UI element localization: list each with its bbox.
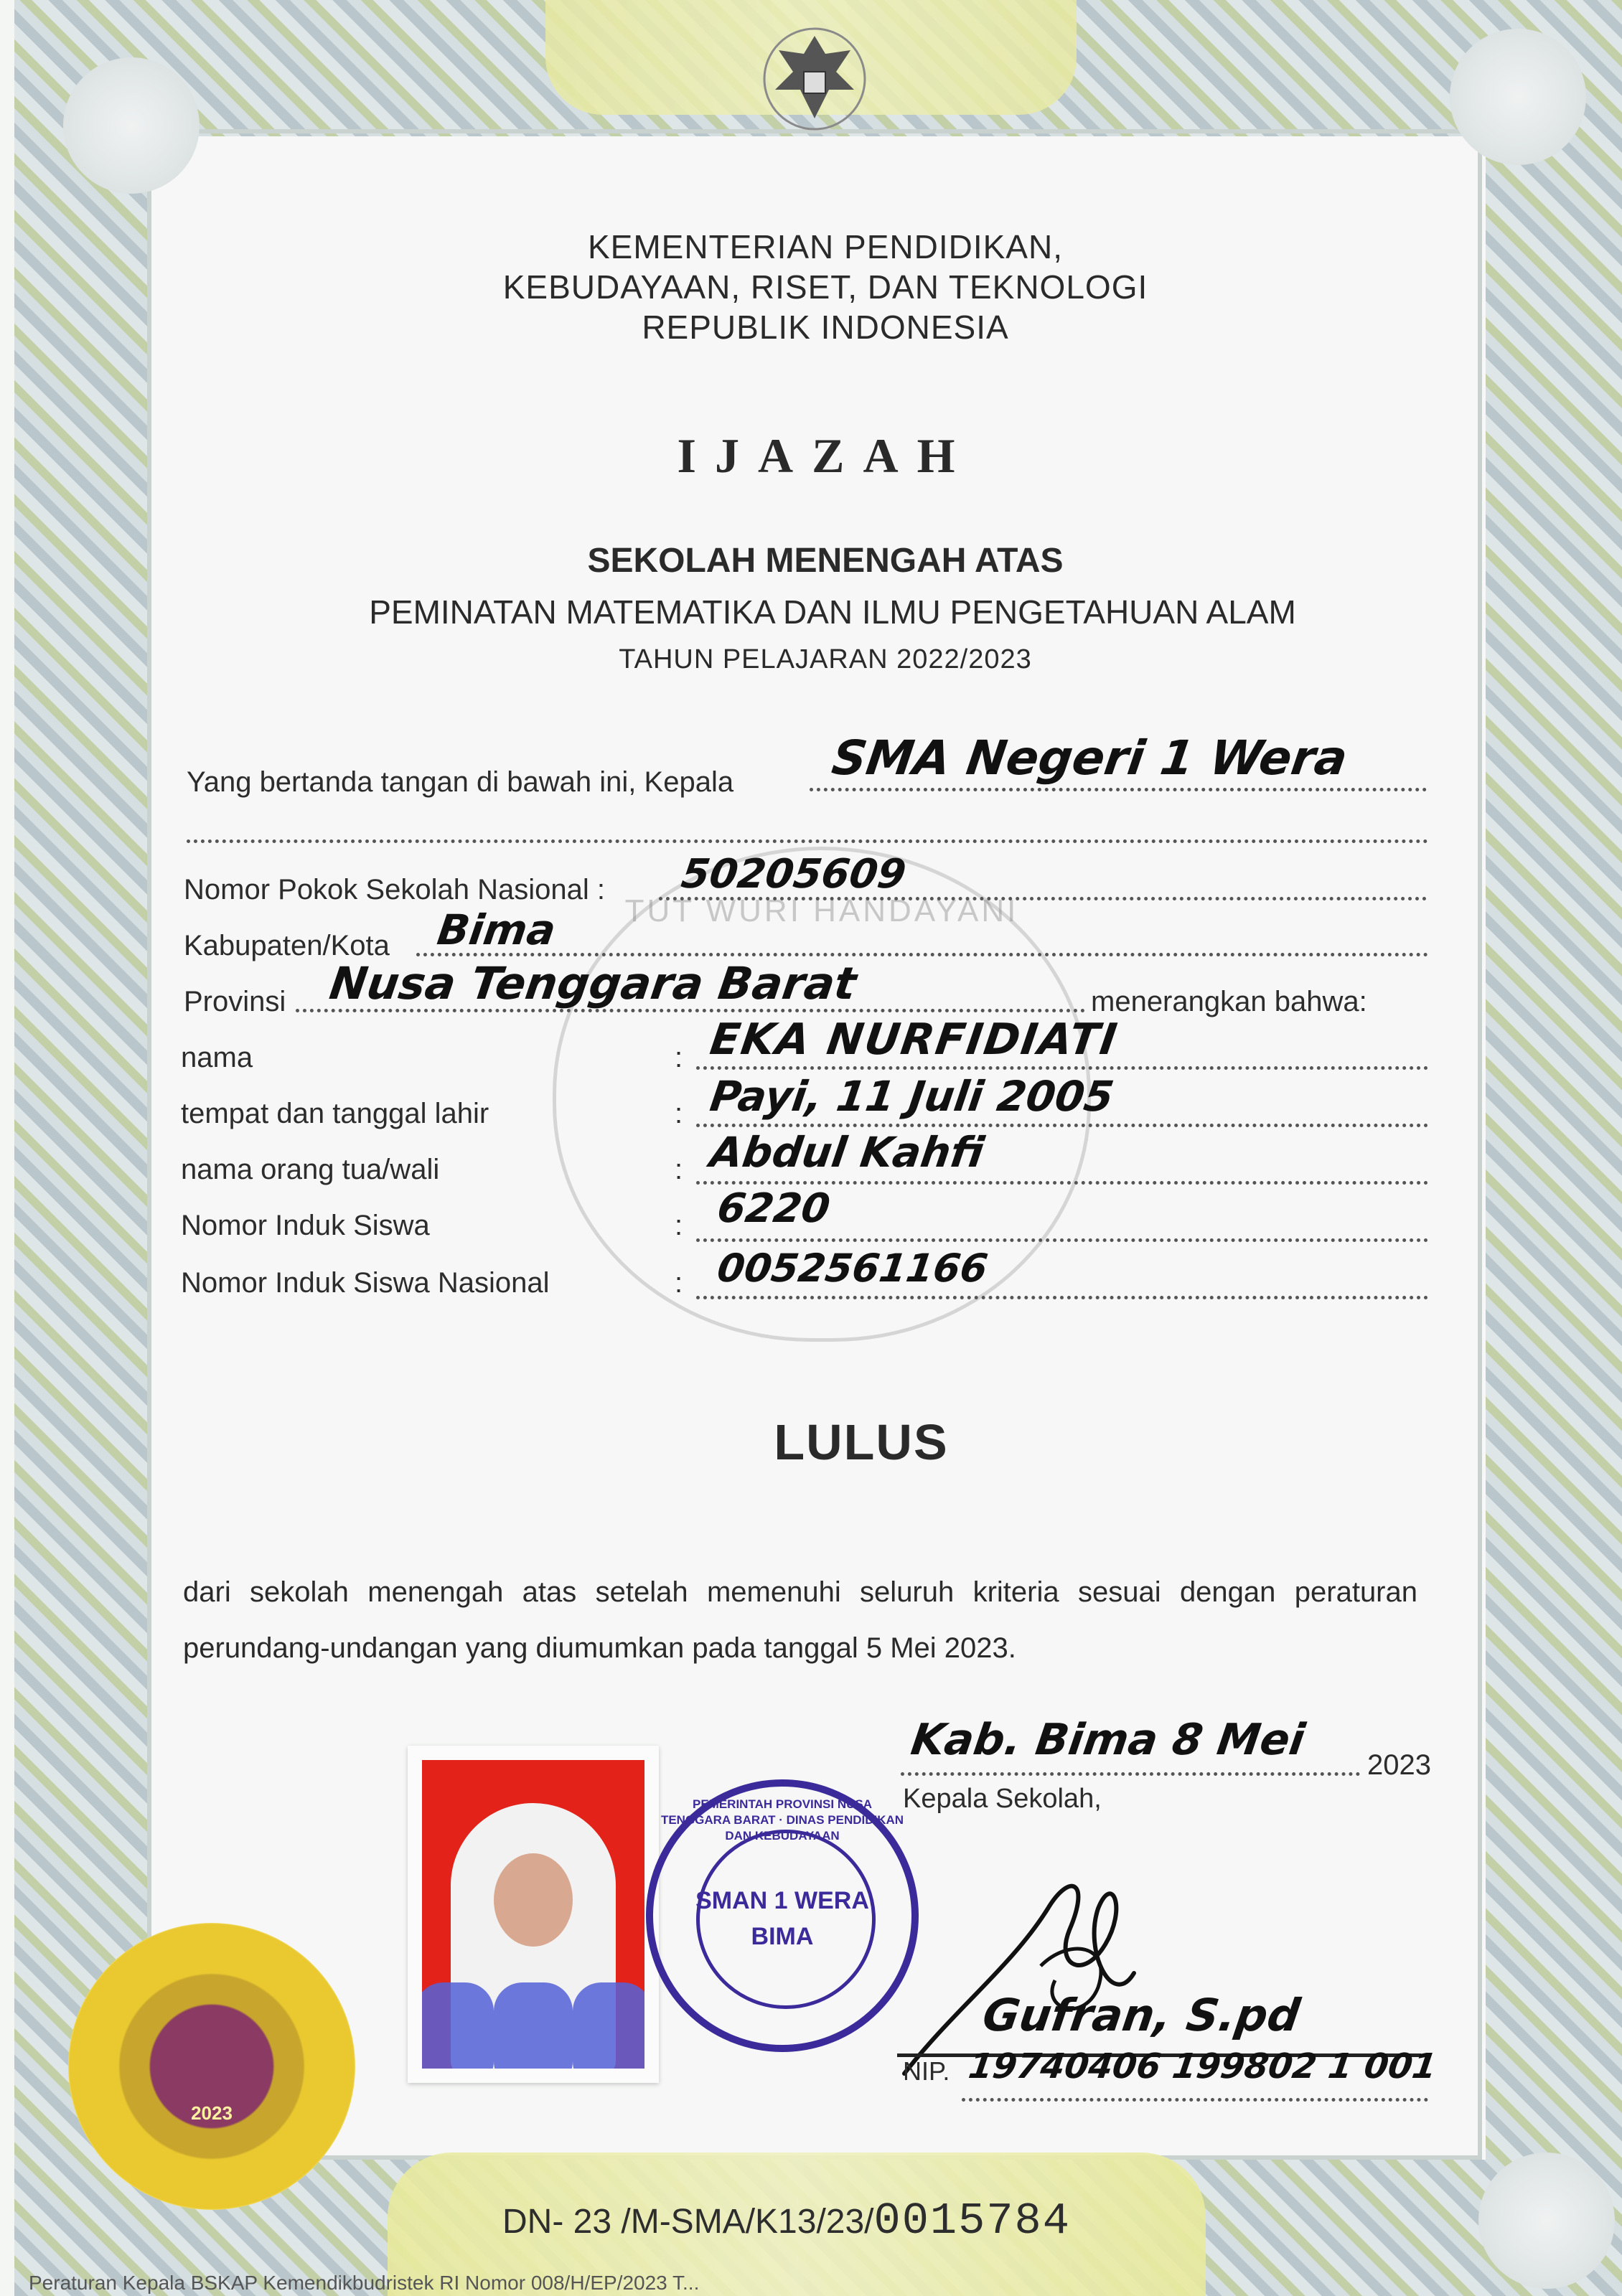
stamp-inner-ring (696, 1830, 876, 2009)
nis-colon: : (675, 1210, 683, 1241)
place-date-dotted-line (901, 1772, 1360, 1776)
ttl-colon: : (675, 1098, 683, 1129)
kepala-value: SMA Negeri 1 Wera (828, 730, 1351, 786)
watermark-text: TUT WURI HANDAYANI (624, 893, 1019, 928)
photo-red-background (422, 1760, 644, 2069)
school-type: SEKOLAH MENENGAH ATAS (587, 542, 1064, 580)
place-date-value: Kab. Bima 8 Mei (908, 1715, 1308, 1765)
nama-value: EKA NURFIDIATI (707, 1015, 1122, 1065)
nis-value: 6220 (714, 1185, 833, 1232)
signature-year: 2023 (1367, 1749, 1431, 1781)
garuda-emblem-icon (761, 22, 868, 136)
corner-rosette-top-left (63, 57, 200, 194)
specialization: PEMINATAN MATEMATIKA DAN ILMU PENGETAHUAN ALAM (369, 593, 1296, 631)
nama-colon: : (675, 1042, 683, 1073)
result-paragraph: dari sekolah menengah atas setelah memenuhi seluruh kriteria sesuai dengan peraturan perundang-undangan yang diumumkan pada tanggal 5 Mei 2023. (183, 1576, 1417, 1664)
ministry-line-3: REPUBLIK INDONESIA (642, 309, 1009, 346)
provinsi-value: Nusa Tenggara Barat (326, 957, 860, 1010)
photo-face (494, 1853, 573, 1947)
nisn-value: 0052561166 (714, 1246, 991, 1291)
ttl-dotted-line (696, 1124, 1428, 1127)
academic-year: TAHUN PELAJARAN 2022/2023 (619, 644, 1032, 674)
serial-digits: 0015784 (873, 2196, 1071, 2246)
photo-fingerprint-mid (494, 1982, 573, 2069)
photo-fingerprint-left (422, 1982, 494, 2069)
kabupaten-value: Bima (434, 905, 559, 954)
corner-rosette-bottom-right (1478, 2152, 1615, 2289)
hologram-seal (68, 1923, 355, 2210)
principal-role: Kepala Sekolah, (903, 1784, 1102, 1814)
corner-rosette-top-right (1450, 29, 1586, 165)
ortu-value: Abdul Kahfi (707, 1128, 988, 1177)
nama-label: nama (181, 1042, 253, 1073)
regulation-footer: Peraturan Kepala BSKAP Kemendikbudristek RI Nomor 008/H/EP/2023 T... (29, 2272, 700, 2294)
nama-dotted-line (696, 1066, 1428, 1070)
nisn-dotted-line (696, 1296, 1428, 1299)
principal-name: Gufran, S.pd (979, 1989, 1303, 2041)
ttl-value: Payi, 11 Juli 2005 (707, 1072, 1117, 1121)
stamp-line-2: BIMA (751, 1923, 814, 1950)
result-heading: LULUS (774, 1414, 949, 1470)
school-stamp (646, 1779, 919, 2052)
npsn-label: Nomor Pokok Sekolah Nasional : (184, 874, 605, 905)
menerangkan-label: menerangkan bahwa: (1091, 986, 1367, 1017)
nip-value: 19740406 199802 1 001 (966, 2046, 1440, 2086)
ministry-heading (402, 227, 1249, 347)
stamp-line-1: SMAN 1 WERA (695, 1887, 869, 1914)
student-photo (408, 1746, 659, 2083)
provinsi-label: Provinsi (184, 986, 286, 1017)
kepala-dotted-line (810, 788, 1427, 791)
ortu-dotted-line (696, 1181, 1428, 1185)
nip-label: NIP. (903, 2056, 950, 2086)
nip-dotted-line (962, 2098, 1428, 2102)
serial-number (502, 2196, 1071, 2246)
photo-fingerprint-right (573, 1982, 644, 2069)
document-title: IJAZAH (677, 428, 974, 483)
nisn-label: Nomor Induk Siswa Nasional (181, 1267, 550, 1299)
ortu-colon: : (675, 1154, 683, 1185)
ortu-label: nama orang tua/wali (181, 1154, 440, 1185)
npsn-value: 50205609 (678, 851, 909, 898)
kepala-label: Yang bertanda tangan di bawah ini, Kepala (187, 766, 734, 798)
ministry-line-2: KEBUDAYAAN, RISET, DAN TEKNOLOGI (502, 268, 1148, 306)
seal-year: 2023 (191, 2102, 233, 2124)
nis-dotted-line (696, 1238, 1428, 1242)
kabupaten-dotted-line (416, 953, 1428, 956)
kabupaten-label: Kabupaten/Kota (184, 930, 390, 961)
kepala-dotted-line-2 (187, 839, 1428, 843)
ttl-label: tempat dan tanggal lahir (181, 1098, 489, 1129)
nis-label: Nomor Induk Siswa (181, 1210, 430, 1241)
nisn-colon: : (675, 1267, 683, 1299)
ministry-line-1: KEMENTERIAN PENDIDIKAN, (588, 228, 1063, 265)
serial-prefix: DN- 23 /M-SMA/K13/23/ (502, 2203, 874, 2241)
stamp-ring-text: PEMERINTAH PROVINSI NUSA TENGGARA BARAT · DINAS PENDIDIKAN DAN KEBUDAYAAN (660, 1797, 904, 1843)
